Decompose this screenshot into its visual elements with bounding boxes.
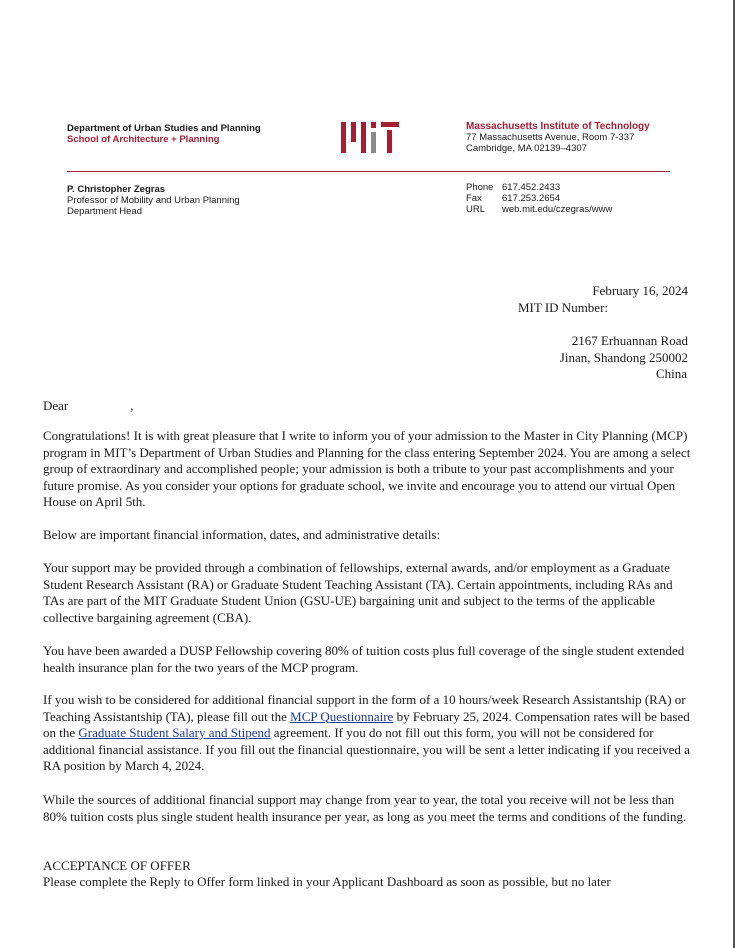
- signer-title: Professor of Mobility and Urban Planning: [67, 195, 240, 206]
- paragraph-reply-to-offer: Please complete the Reply to Offer form linked in your Applicant Dashboard as soon as possible, but no later: [43, 874, 611, 889]
- letter-date: February 16, 2024: [592, 283, 688, 298]
- recipient-address-line: 2167 Erhuannan Road: [571, 333, 688, 348]
- mcp-questionnaire-link[interactable]: MCP Questionnaire: [290, 708, 394, 724]
- p5-text-b: by February 25, 2024. Compensation rates will be based on the: [43, 708, 690, 740]
- date-block: [592, 283, 688, 300]
- paragraph-fellowship-award: You have been awarded a DUSP Fellowship covering 80% of tuition costs plus full coverage of the single student extended health insurance plan for the two years of the MCP program.: [43, 643, 685, 675]
- signer-block: [67, 184, 240, 217]
- department-name: Department of Urban Studies and Planning: [67, 123, 261, 134]
- letterhead-divider: [67, 171, 670, 172]
- paragraph-congratulations: Congratulations! It is with great pleasure that I write to inform you of your admission to the Master in City Planning (MCP) program in MIT’s Department of Urban Studies and Planning for the class entering September 2024. You are among a select group of extraordinary and accomplished people; your admission is both a tribute to your past accomplishments and your future promise. As you consider your options for graduate school, we invite and encourage you to attend our virtual Open House on April 5th.: [43, 428, 691, 509]
- contact-phone-row: [466, 182, 612, 193]
- phone-label: Phone: [466, 182, 494, 193]
- mit-logo: [341, 122, 399, 153]
- contact-url-row: [466, 204, 612, 215]
- contact-block: [466, 182, 612, 215]
- school-name: School of Architecture + Planning: [67, 134, 220, 145]
- paragraph-funding-guarantee: While the sources of additional financial support may change from year to year, the total you receive will not be less than 80% tuition costs plus single student health insurance per year, as long as you meet the terms and conditions of the funding.: [43, 792, 687, 824]
- recipient-country: China: [656, 366, 688, 381]
- paragraph-support-sources: Your support may be provided through a combination of fellowships, external awards, and/or employment as a Graduate Student Research Assistant (RA) or Graduate Student Teaching Assistant (TA). Certain appointments, including RAs and TAs are part of the MIT Graduate Student Union (GSU-UE) bargaining unit and subject to the terms of the applicable collective bargaining agreement (CBA).: [43, 560, 673, 625]
- url-value: web.mit.edu/czegras/www: [502, 204, 613, 215]
- paragraph-financial-intro: Below are important financial information, dates, and administrative details:: [43, 527, 441, 542]
- signer-role: Department Head: [67, 206, 142, 217]
- p5-text-a: If you wish to be considered for additional financial support in the form of a 10 hours/week Research Assistantship (RA) or Teaching Assistantship (TA), please fill out the: [43, 692, 686, 724]
- salutation: [43, 398, 134, 415]
- salary-stipend-link[interactable]: Graduate Student Salary and Stipend: [78, 725, 271, 740]
- salutation-comma: ,: [130, 398, 134, 413]
- fax-value: 617.253.2654: [502, 193, 561, 204]
- phone-value: 617.452.2433: [502, 182, 561, 193]
- recipient-address: [560, 333, 688, 366]
- acceptance-heading: ACCEPTANCE OF OFFER: [43, 858, 191, 873]
- letterhead-institute-block: [466, 121, 650, 154]
- page-edge-border: [733, 0, 735, 948]
- contact-fax-row: [466, 193, 612, 204]
- p5-text-c: agreement. If you do not fill out this form, you will not be considered for additional financial assistance. If you fill out the financial questionnaire, you will be sent a letter indicating if you received a RA position by March 4, 2024.: [43, 725, 690, 773]
- institute-address-line2: Cambridge, MA 02139–4307: [466, 143, 587, 154]
- signer-name: P. Christopher Zegras: [67, 184, 166, 195]
- url-label: URL: [466, 204, 486, 215]
- institute-address-line1: 77 Massachusetts Avenue, Room 7-337: [466, 132, 635, 143]
- mit-id-label: MIT ID Number:: [518, 300, 609, 315]
- paragraph-additional-support: [43, 692, 695, 775]
- fax-label: Fax: [466, 193, 482, 204]
- institute-name: Massachusetts Institute of Technology: [466, 121, 650, 132]
- letterhead-department-block: [67, 123, 261, 145]
- salutation-word: Dear: [43, 398, 69, 413]
- recipient-address-line: Jinan, Shandong 250002: [559, 349, 688, 365]
